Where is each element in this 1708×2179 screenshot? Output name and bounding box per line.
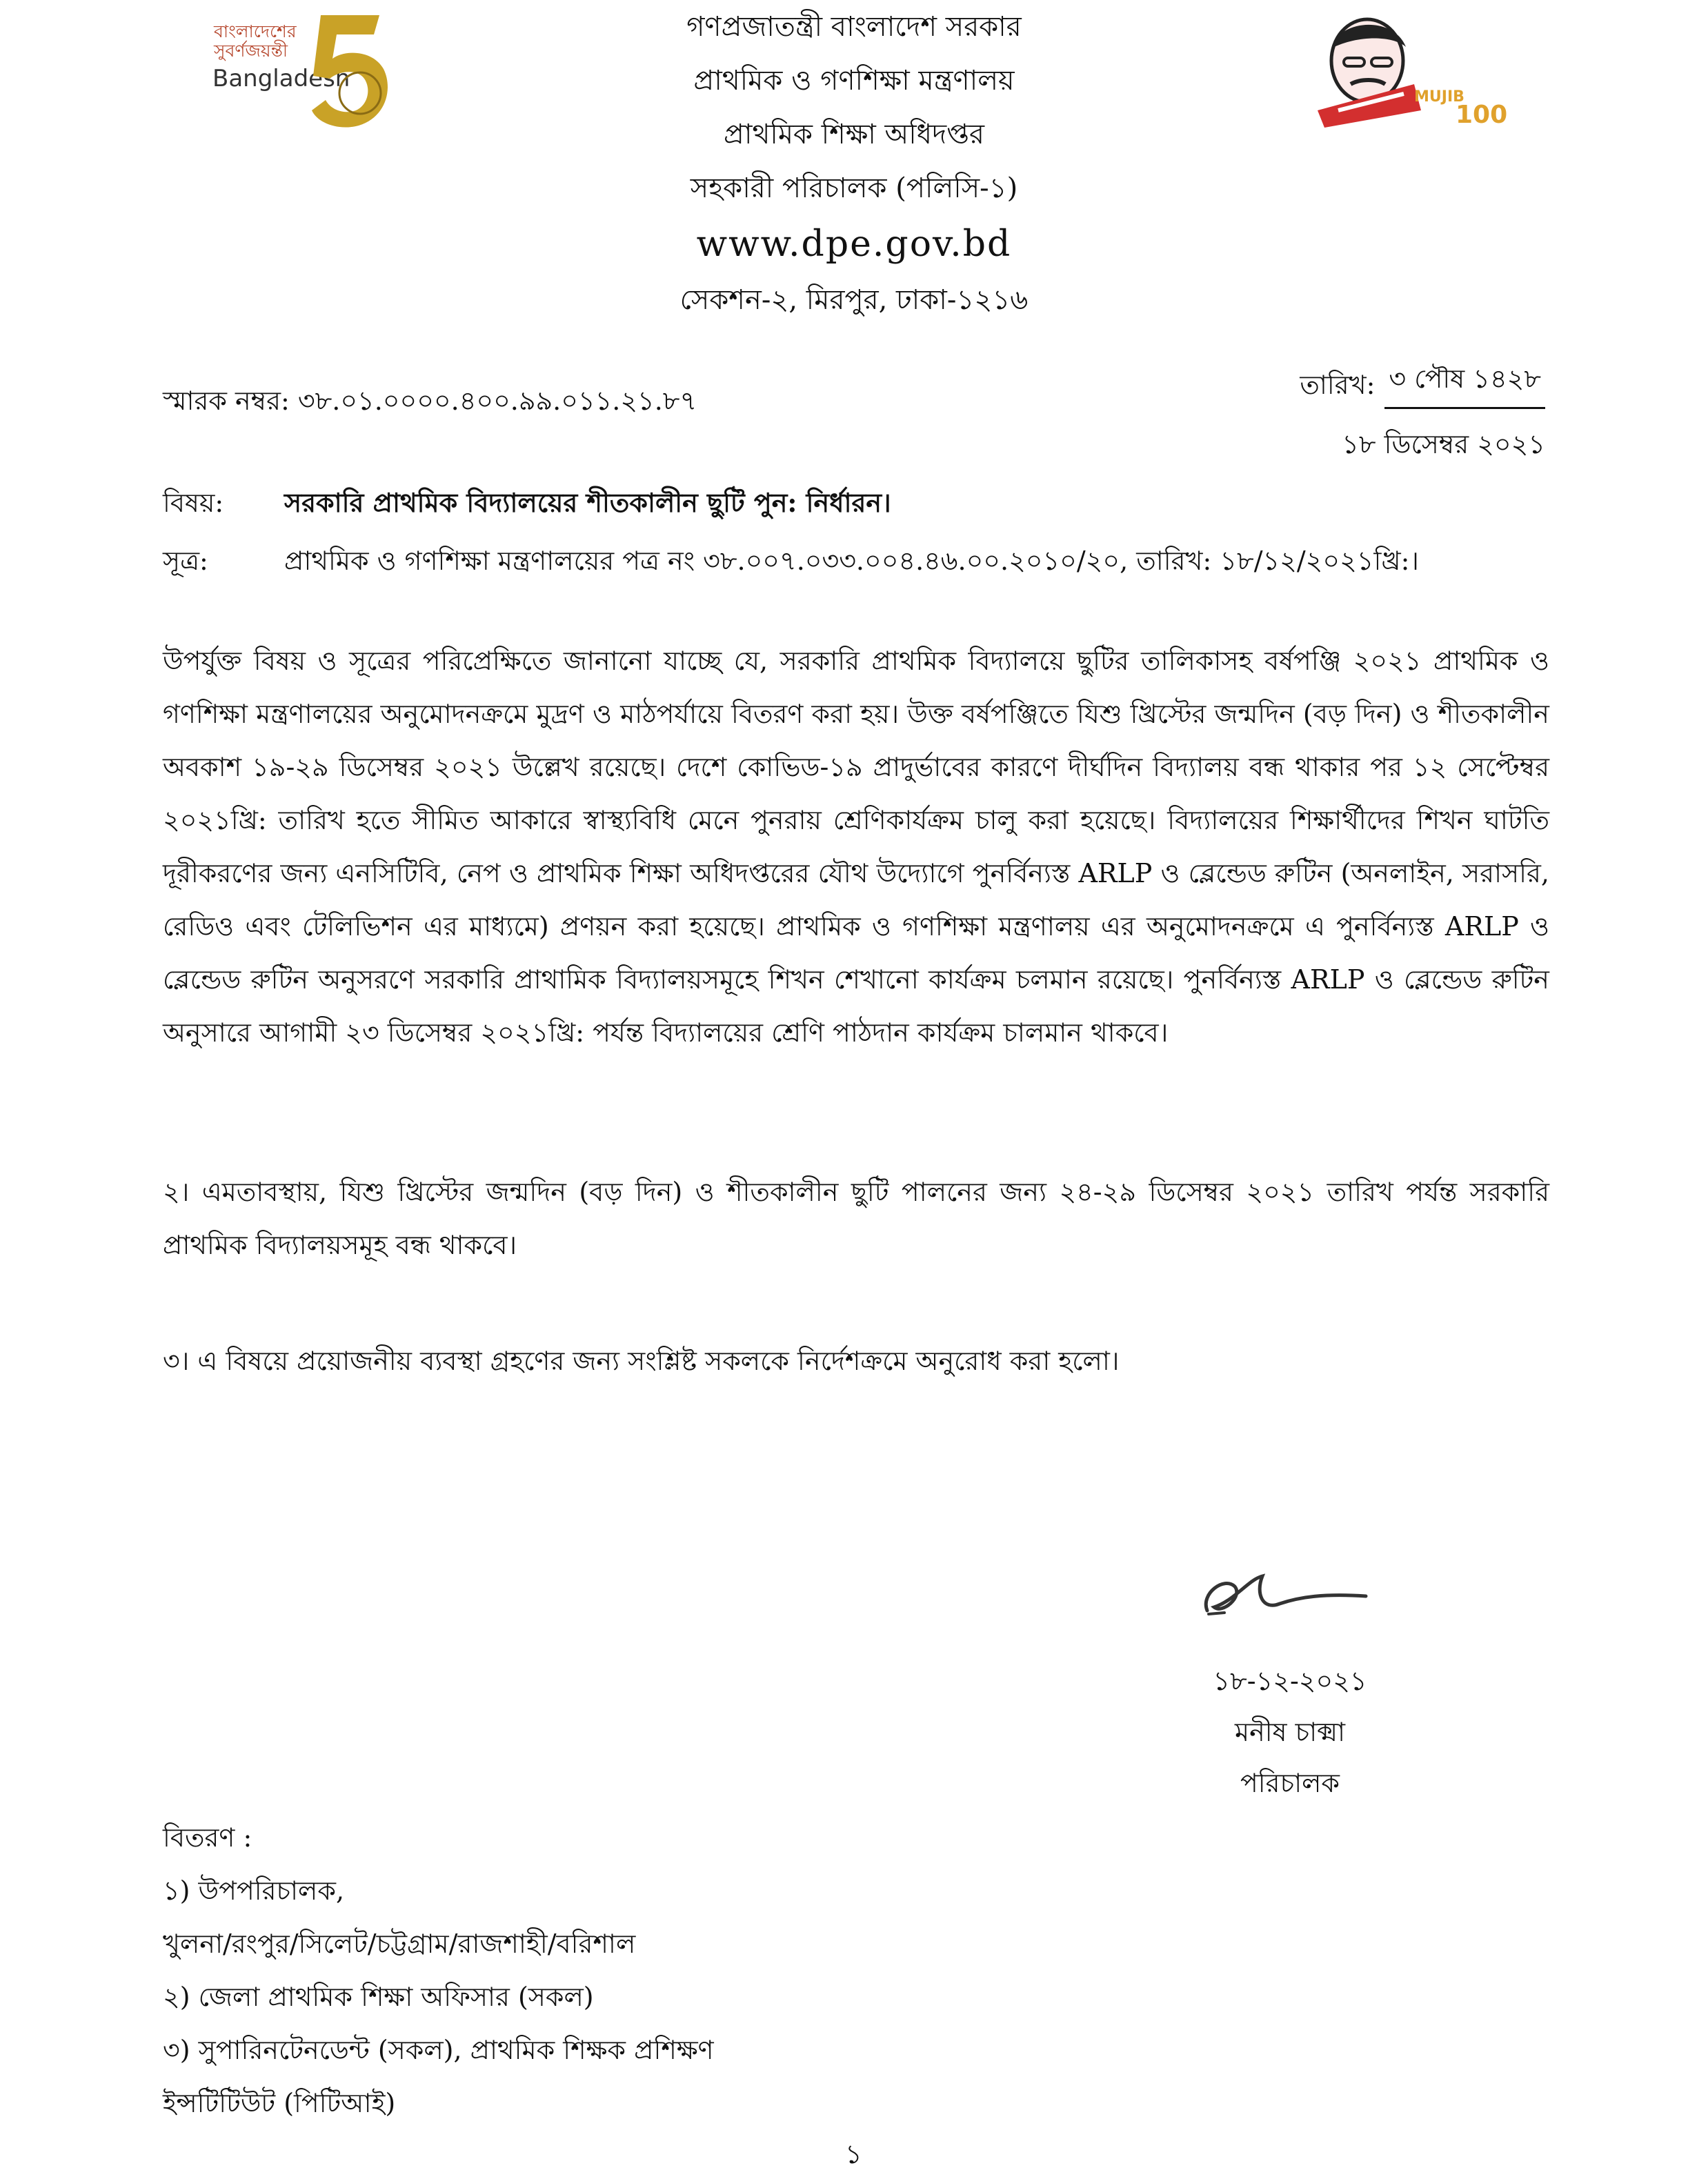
jubilee-50-icon <box>297 7 400 131</box>
logo-text-line-2: সুবর্ণজয়ন্তী <box>214 41 288 61</box>
golden-jubilee-logo <box>200 7 407 131</box>
reference-label: সূত্র: <box>163 546 208 576</box>
office-name: সহকারী পরিচালক (পলিসি-১) <box>690 172 1018 204</box>
body-paragraph-3: ৩। এ বিষয়ে প্রয়োজনীয় ব্যবস্থা গ্রহণের জন্য সংশ্লিষ্ট সকলকে নির্দেশক্রমে অনুরোধ করা হলো। <box>163 1346 1120 1376</box>
distribution-item: ৩) সুপারিনটেনডেন্ট (সকল), প্রাথমিক শিক্ষক প্রশিক্ষণ <box>163 2035 714 2065</box>
distribution-item: ১) উপপরিচালক, <box>163 1875 345 1906</box>
date-block <box>1300 359 1545 468</box>
reference-text: প্রাথমিক ও গণশিক্ষা মন্ত্রণালয়ের পত্র নং ৩৮.০০৭.০৩৩.০০৪.৪৬.০০.২০১০/২০, তারিখ: ১৮/১২/২০২১খ্রি:। <box>284 546 1419 576</box>
reference-row <box>163 541 1549 585</box>
distribution-item: ২) জেলা প্রাথমিক শিক্ষা অফিসার (সকল) <box>163 1982 594 2012</box>
mujib-number: 100 <box>1456 101 1508 129</box>
logo-text-line-1: বাংলাদেশের <box>214 21 297 41</box>
directorate-name: প্রাথমিক শিক্ষা অধিদপ্তর <box>724 119 984 150</box>
mujib-label: MUJIB <box>1414 88 1464 106</box>
website-link[interactable]: www.dpe.gov.bd <box>696 223 1012 265</box>
distribution-item: খুলনা/রংপুর/সিলেট/চট্টগ্রাম/রাজশাহী/বরিশাল <box>163 1929 636 1959</box>
memo-value: ৩৮.০১.০০০০.৪০০.৯৯.০১১.২১.৮৭ <box>297 386 697 416</box>
signatory-designation: পরিচালক <box>1240 1768 1340 1798</box>
memo-number <box>163 381 697 425</box>
date-gregorian: ১৮ ডিসেম্বর ২০২১ <box>1342 429 1545 459</box>
distribution-title: বিতরণ : <box>163 1822 252 1853</box>
memo-label: স্মারক নম্বর: <box>163 386 290 416</box>
handwritten-signature-icon <box>1159 1545 1407 1635</box>
subject-row <box>163 483 1549 527</box>
subject-label: বিষয়: <box>163 488 224 518</box>
govt-name: গণপ্রজাতন্ত্রী বাংলাদেশ সরকার <box>686 11 1022 43</box>
signature-date: ১৮-১২-২০২১ <box>1213 1666 1367 1696</box>
distribution-item: ইন্সটিটিউট (পিটিআই) <box>163 2088 396 2118</box>
date-bengali-calendar: ৩ পৌষ ১৪২৮ <box>1384 359 1545 409</box>
ministry-name: প্রাথমিক ও গণশিক্ষা মন্ত্রণালয় <box>693 65 1015 97</box>
subject-text: সরকারি প্রাথমিক বিদ্যালয়ের শীতকালীন ছুটি পুন: নির্ধারন। <box>284 487 891 518</box>
signatory-block <box>1173 1655 1407 1809</box>
date-label: তারিখ: <box>1300 370 1376 400</box>
mujib-borsho-logo <box>1311 7 1518 138</box>
signatory-name: মনীষ চাক্মা <box>1234 1717 1346 1747</box>
office-address: সেকশন-২, মিরপুর, ঢাকা-১২১৬ <box>679 284 1029 316</box>
logo-brand-text: Bangladesh <box>212 65 350 92</box>
logo-text-top <box>214 22 297 61</box>
distribution-list <box>163 1811 714 2130</box>
body-paragraph-2: ২। এমতাবস্থায়, যিশু খ্রিস্টের জন্মদিন (বড় দিন) ও শীতকালীন ছুটি পালনের জন্য ২৪-২৯ ডিসেম্বর ২০২১ তারিখ পর্যন্ত সরকারি প্রাথমিক বিদ্যালয়সমূহ বন্ধ থাকবে। <box>163 1177 1549 1260</box>
mujib-portrait-icon <box>1311 7 1428 131</box>
body-paragraph-1: উপর্যুক্ত বিষয় ও সূত্রের পরিপ্রেক্ষিতে জানানো যাচ্ছে যে, সরকারি প্রাথমিক বিদ্যালয়ে ছুটির তালিকাসহ বর্ষপঞ্জি ২০২১ প্রাথমিক ও গণশিক্ষা মন্ত্রণালয়ের অনুমোদনক্রমে মুদ্রণ ও মাঠপর্যায়ে বিতরণ করা হয়। উক্ত বর্ষপঞ্জিতে যিশু খ্রিস্টের জন্মদিন (বড় দিন) ও শীতকালীন অবকাশ ১৯-২৯ ডিসেম্বর ২০২১ উল্লেখ রয়েছে। দেশে কোভিড-১৯ প্রাদুর্ভাবের কারণে দীর্ঘদিন বিদ্যালয় বন্ধ থাকার পর ১২ সেপ্টেম্বর ২০২১খ্রি: তারিখ হতে সীমিত আকারে স্বাস্থ্যবিধি মেনে পুনরায় শ্রেণিকার্যক্রম চালু করা হয়েছে। বিদ্যালয়ের শিক্ষার্থীদের শিখন ঘাটতি দূরীকরণের জন্য এনসিটিবি, নেপ ও প্রাথমিক শিক্ষা অধিদপ্তরের যৌথ উদ্যোগে পুনর্বিন্যস্ত ARLP ও ব্লেন্ডেড রুটিন (অনলাইন, সরাসরি, রেডিও এবং টেলিভিশন এর মাধ্যমে) প্রণয়ন করা হয়েছে। প্রাথমিক ও গণশিক্ষা মন্ত্রণালয় এর অনুমোদনক্রমে এ পুনর্বিন্যস্ত ARLP ও ব্লেন্ডেড রুটিন অনুসরণে সরকারি প্রাথামিক বিদ্যালয়সমূহে শিখন শেখানো কার্যক্রম চলমান রয়েছে। পুনর্বিন্যস্ত ARLP ও ব্লেন্ডেড রুটিন অনুসারে আগামী ২৩ ডিসেম্বর ২০২১খ্রি: পর্যন্ত বিদ্যালয়ের শ্রেণি পাঠদান কার্যক্রম চালমান থাকবে। <box>163 646 1549 1048</box>
letterhead <box>483 0 1225 327</box>
page-number: ১ <box>845 2139 862 2169</box>
